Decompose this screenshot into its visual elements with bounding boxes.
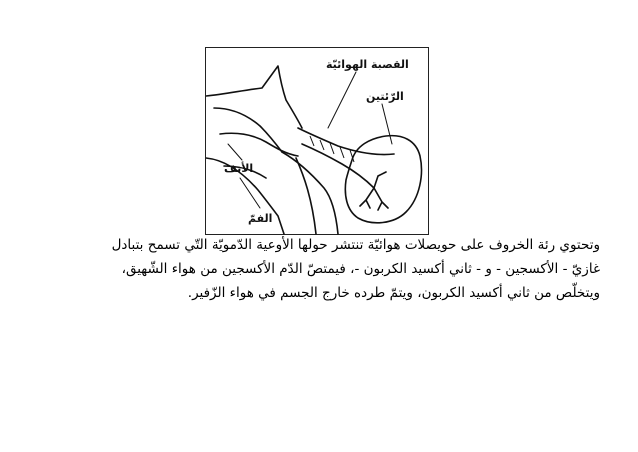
bronchi — [360, 172, 388, 210]
label-leader-trachea — [328, 72, 356, 128]
head-outline — [206, 66, 302, 128]
lung-outline — [345, 136, 421, 223]
mouth-label: الفمّ — [248, 212, 273, 225]
paragraph-line-3: ويتخلّص من ثاني أكسيد الكربون، ويتمّ طرده خارج الجسم في هواء الزّفير. — [187, 285, 600, 301]
sheep-respiratory-diagram — [205, 47, 429, 235]
paragraph-line-2: غازيّ - الأكسجين - و - ثاني أكسيد الكربون -، فيمتصّ الدّم الأكسجين من هواء الشّهيق، — [121, 261, 600, 277]
lungs-label: الرّئتين — [366, 90, 404, 103]
trachea-lower — [302, 144, 374, 188]
nasal-passage — [220, 133, 298, 156]
label-leader-lungs — [382, 104, 392, 144]
paragraph-line-1: وتحتوي رئة الخروف على حويصلات هوائيّة تنتشر حولها الأوعية الدّمويّة التّي تسمح بتبادل — [111, 237, 600, 253]
description-paragraph — [40, 233, 600, 305]
label-leader-nose — [228, 144, 242, 160]
respiratory-system-drawing — [206, 48, 430, 236]
esophagus — [282, 152, 338, 234]
nose-label: الأنف — [224, 162, 254, 175]
trachea-label: القصبة الهوائيّة — [326, 58, 409, 71]
